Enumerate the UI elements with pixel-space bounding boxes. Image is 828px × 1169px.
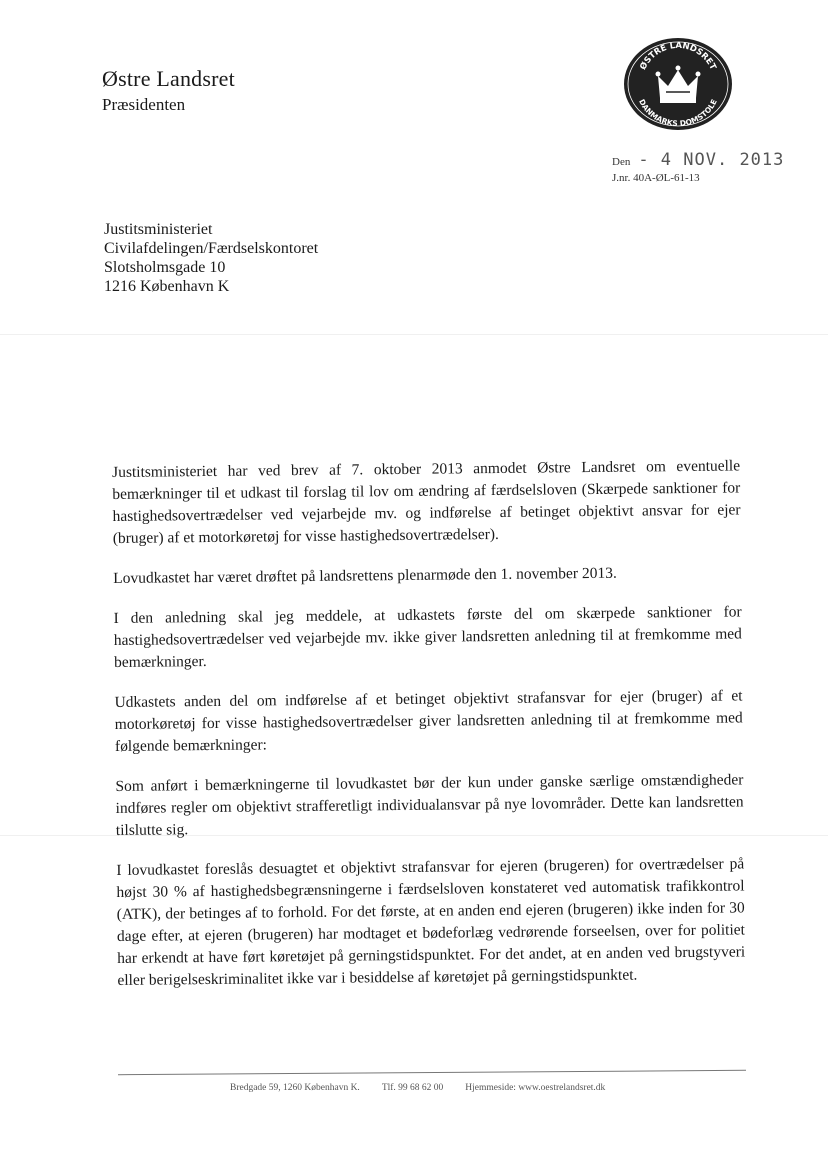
journal-number: J.nr. 40A-ØL-61-13: [612, 172, 700, 184]
date-reference-block: [612, 150, 784, 184]
footer-address: Bredgade 59, 1260 København K.: [230, 1083, 360, 1093]
body-paragraph: I den anledning skal jeg meddele, at udkastets første del om skærpede sanktioner for hastighedsovertrædelser ved vejarbejde mv. ikke giver landsretten anledning til at fremkomme med bemærkninger.: [113, 603, 742, 671]
seal-bottom-text: DANMARKS DOMSTOLE: [637, 97, 719, 129]
body-paragraph: I lovudkastet foreslås desuagtet et objektivt strafansvar for ejeren (brugeren) for overtrædelser på højst 30 % af hastighedsbegrænsningerne i færdselsloven konstateret ved automatisk trafikkontrol (ATK), der betinges af to forhold. For det første, at en anden end ejeren (brugeren) ikke inden for 30 dage efter, at ejeren (brugeren) har modtaget et bødeforlæg vedrørende forseelsen, over for politiet har erkendt at have ført køretøjet på gerningstidspunktet. For det andet, at en anden ved brugstyveri eller berigelseskriminalitet ikke var i besiddelse af køretøjet på gerningstidspunktet.: [116, 855, 746, 989]
scan-artifact-line: [0, 334, 828, 335]
recipient-line: Slotsholmsgade 10: [104, 259, 226, 276]
organization-subtitle: Præsidenten: [102, 95, 186, 114]
body-paragraph: Lovudkastet har været drøftet på landsrettens plenarmøde den 1. november 2013.: [113, 564, 617, 587]
footer-phone: Tlf. 99 68 62 00: [381, 1083, 444, 1093]
date-label: Den: [612, 156, 631, 168]
court-seal-logo: [622, 36, 734, 132]
footer-website: Hjemmeside: www.oestrelandsret.dk: [465, 1083, 606, 1093]
letter-body: [112, 455, 746, 1010]
seal-top-text: ØSTRE LANDSRET: [638, 40, 718, 72]
date-stamp: - 4 NOV. 2013: [638, 150, 785, 170]
footer-divider: [118, 1070, 746, 1075]
recipient-line: Civilafdelingen/Færdselskontoret: [104, 240, 319, 257]
footer: [230, 1083, 605, 1093]
body-paragraph: Som anført i bemærkningerne til lovudkastet bør der kun under ganske særlige omstændigheder indføres regler om objektivt strafferetligt individualansvar på nye lovområder. Dette kan landsretten tilslutte sig.: [115, 771, 744, 839]
recipient-address: [104, 220, 318, 296]
body-paragraph: Udkastets anden del om indførelse af et betinget objektivt strafansvar for ejer (bruger) af et motorkøretøj for visse hastighedsovertrædelser giver landsretten anledning til at fremkomme med følgende bemærkninger:: [114, 687, 743, 755]
organization-name: Østre Landsret: [102, 66, 235, 91]
recipient-line: Justitsministeriet: [104, 221, 213, 238]
body-paragraph: Justitsministeriet har ved brev af 7. oktober 2013 anmodet Østre Landsret om eventuelle bemærkninger til et udkast til forslag til lov om ændring af færdselsloven (Skærpede sanktioner for hastighedsovertrædelser ved vejarbejde mv. og indførelse af betinget objektivt ansvar for ejer (bruger) af et motorkøretøj for visse hastighedsovertrædelser).: [112, 457, 741, 547]
recipient-line: 1216 København K: [104, 278, 230, 295]
